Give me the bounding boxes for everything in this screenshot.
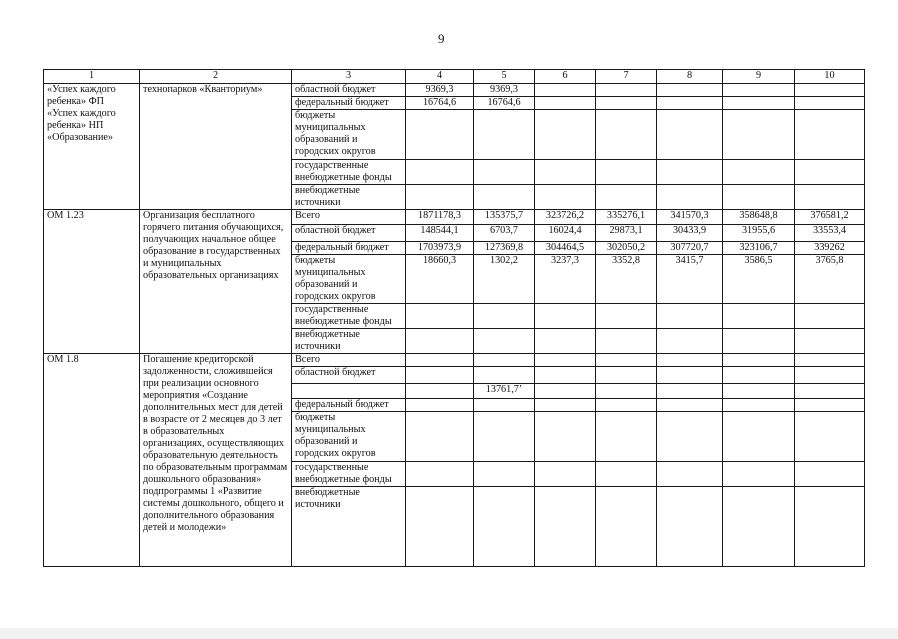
page-number: 9 — [438, 31, 445, 46]
column-header: 7 — [596, 70, 657, 84]
funding-source: внебюджетные источники — [292, 487, 406, 567]
value-cell: 31955,6 — [723, 225, 795, 242]
value-cell — [795, 97, 865, 110]
value-cell — [657, 110, 723, 160]
value-cell — [406, 384, 474, 399]
funding-source: государственные внебюджетные фонды — [292, 304, 406, 329]
funding-source: бюджеты муниципальных образований и городских округов — [292, 412, 406, 462]
value-cell — [406, 110, 474, 160]
funding-source: государственные внебюджетные фонды — [292, 462, 406, 487]
value-cell: 1703973,9 — [406, 242, 474, 255]
value-cell — [596, 412, 657, 462]
value-cell — [406, 185, 474, 210]
value-cell: 9369,3 — [406, 84, 474, 97]
value-cell — [535, 110, 596, 160]
value-cell: 16764,6 — [474, 97, 535, 110]
value-cell — [596, 84, 657, 97]
value-cell — [474, 399, 535, 412]
value-cell — [657, 367, 723, 384]
column-header: 9 — [723, 70, 795, 84]
funding-source: областной бюджет — [292, 84, 406, 97]
value-cell — [535, 354, 596, 367]
value-cell — [657, 329, 723, 354]
value-cell: 323726,2 — [535, 210, 596, 225]
activity-name: Организация бесплатного горячего питания обучающихся, получающих начальное общее образование в государственных и муниципальных образовательных организациях — [140, 210, 292, 354]
value-cell — [657, 354, 723, 367]
value-cell — [535, 412, 596, 462]
funding-source: федеральный бюджет — [292, 242, 406, 255]
value-cell: 16764,6 — [406, 97, 474, 110]
value-cell — [406, 354, 474, 367]
funding-source: областной бюджет — [292, 225, 406, 242]
value-cell: 3352,8 — [596, 255, 657, 304]
value-cell — [657, 185, 723, 210]
value-cell — [657, 399, 723, 412]
value-cell — [596, 304, 657, 329]
value-cell — [723, 304, 795, 329]
value-cell — [795, 304, 865, 329]
value-cell: 29873,1 — [596, 225, 657, 242]
funding-source: Всего — [292, 354, 406, 367]
value-cell — [596, 110, 657, 160]
value-cell — [535, 487, 596, 567]
value-cell — [795, 412, 865, 462]
value-cell — [657, 384, 723, 399]
value-cell — [406, 367, 474, 384]
value-cell — [474, 462, 535, 487]
funding-source: бюджеты муниципальных образований и городских округов — [292, 255, 406, 304]
value-cell: 3415,7 — [657, 255, 723, 304]
column-header: 5 — [474, 70, 535, 84]
funding-source: федеральный бюджет — [292, 399, 406, 412]
value-cell: 307720,7 — [657, 242, 723, 255]
value-cell — [406, 329, 474, 354]
value-cell — [795, 399, 865, 412]
value-cell — [474, 185, 535, 210]
value-cell: 376581,2 — [795, 210, 865, 225]
value-cell — [723, 160, 795, 185]
funding-source — [292, 384, 406, 399]
value-cell: 335276,1 — [596, 210, 657, 225]
value-cell: 339262 — [795, 242, 865, 255]
value-cell — [535, 384, 596, 399]
column-header: 8 — [657, 70, 723, 84]
value-cell — [657, 462, 723, 487]
value-cell — [795, 354, 865, 367]
value-cell: 9369,3 — [474, 84, 535, 97]
value-cell — [723, 97, 795, 110]
value-cell — [535, 367, 596, 384]
budget-table — [43, 69, 865, 567]
funding-source: внебюджетные источники — [292, 329, 406, 354]
value-cell — [795, 160, 865, 185]
value-cell: 358648,8 — [723, 210, 795, 225]
value-cell — [795, 487, 865, 567]
value-cell: 1302,2 — [474, 255, 535, 304]
value-cell — [723, 462, 795, 487]
value-cell — [723, 329, 795, 354]
value-cell — [795, 110, 865, 160]
value-cell: 6703,7 — [474, 225, 535, 242]
value-cell — [474, 412, 535, 462]
value-cell: 304464,5 — [535, 242, 596, 255]
value-cell — [795, 84, 865, 97]
funding-source: внебюджетные источники — [292, 185, 406, 210]
value-cell: 33553,4 — [795, 225, 865, 242]
activity-code: ОМ 1.8 — [44, 354, 140, 567]
value-cell — [657, 84, 723, 97]
column-header: 10 — [795, 70, 865, 84]
column-header: 3 — [292, 70, 406, 84]
value-cell: 302050,2 — [596, 242, 657, 255]
value-cell — [474, 384, 535, 399]
value-cell — [723, 367, 795, 384]
caret-mark-icon: ʼ — [518, 384, 523, 395]
value-cell: 1871178,3 — [406, 210, 474, 225]
value-cell — [723, 384, 795, 399]
value-cell — [535, 84, 596, 97]
value-cell — [596, 487, 657, 567]
value-cell — [795, 367, 865, 384]
value-cell — [795, 462, 865, 487]
value-cell — [723, 399, 795, 412]
column-header: 1 — [44, 70, 140, 84]
activity-name: технопарков «Кванториум» — [140, 84, 292, 210]
value-cell — [535, 160, 596, 185]
value-cell — [596, 97, 657, 110]
value-cell — [535, 462, 596, 487]
value-cell: 148544,1 — [406, 225, 474, 242]
value-cell — [535, 329, 596, 354]
value-cell — [723, 185, 795, 210]
value-text: 13761,7 — [485, 384, 519, 395]
value-cell — [474, 329, 535, 354]
activity-name: Погашение кредиторской задолженности, сложившейся при реализации основного мероприятия «Создание дополнительных мест для детей в возрасте от 2 месяцев до 3 лет в образовательных организациях, осуществляющих образовательную деятельность по образовательным программам дошкольного образования» подпрограммы 1 «Развитие системы дошкольного, общего и дополнительного образования детей и молодежи» — [140, 354, 292, 567]
value-cell — [535, 185, 596, 210]
column-header: 4 — [406, 70, 474, 84]
value-cell: 30433,9 — [657, 225, 723, 242]
funding-source: Всего — [292, 210, 406, 225]
value-cell: 135375,7 — [474, 210, 535, 225]
funding-source: государственные внебюджетные фонды — [292, 160, 406, 185]
value-cell: 341570,3 — [657, 210, 723, 225]
value-cell — [535, 399, 596, 412]
value-cell — [474, 110, 535, 160]
activity-code: ОМ 1.23 — [44, 210, 140, 354]
table-row — [44, 84, 865, 97]
value-cell: 3765,8 — [795, 255, 865, 304]
value-cell — [723, 84, 795, 97]
value-cell — [596, 367, 657, 384]
value-cell — [474, 160, 535, 185]
value-cell — [596, 329, 657, 354]
table-row — [44, 354, 865, 367]
column-header: 6 — [535, 70, 596, 84]
funding-source: федеральный бюджет — [292, 97, 406, 110]
value-cell — [795, 329, 865, 354]
value-cell: 323106,7 — [723, 242, 795, 255]
value-cell — [657, 487, 723, 567]
value-cell — [474, 304, 535, 329]
value-cell: 3237,3 — [535, 255, 596, 304]
value-cell — [596, 354, 657, 367]
funding-source: областной бюджет — [292, 367, 406, 384]
value-cell — [596, 462, 657, 487]
value-cell — [596, 160, 657, 185]
value-cell — [657, 304, 723, 329]
value-cell — [406, 160, 474, 185]
value-cell — [406, 304, 474, 329]
value-cell: 127369,8 — [474, 242, 535, 255]
value-cell — [474, 367, 535, 384]
value-cell — [723, 487, 795, 567]
value-cell — [596, 185, 657, 210]
scan-edge — [0, 628, 898, 639]
value-cell — [723, 412, 795, 462]
value-cell — [535, 304, 596, 329]
value-cell — [406, 412, 474, 462]
value-cell — [657, 412, 723, 462]
value-cell — [723, 110, 795, 160]
activity-code: «Успех каждого ребенка» ФП «Успех каждого ребенка» НП «Образование» — [44, 84, 140, 210]
value-cell: 18660,3 — [406, 255, 474, 304]
value-cell: 3586,5 — [723, 255, 795, 304]
funding-source: бюджеты муниципальных образований и городских округов — [292, 110, 406, 160]
value-cell — [795, 185, 865, 210]
value-cell — [596, 399, 657, 412]
value-cell — [723, 354, 795, 367]
value-cell — [474, 354, 535, 367]
value-cell — [535, 97, 596, 110]
value-cell: 16024,4 — [535, 225, 596, 242]
value-cell — [657, 160, 723, 185]
table-header-row — [44, 70, 865, 84]
column-header: 2 — [140, 70, 292, 84]
value-cell — [406, 487, 474, 567]
value-cell — [657, 97, 723, 110]
value-cell — [474, 487, 535, 567]
value-cell — [406, 462, 474, 487]
value-cell — [795, 384, 865, 399]
value-cell — [406, 399, 474, 412]
table-row — [44, 210, 865, 225]
value-cell — [596, 384, 657, 399]
